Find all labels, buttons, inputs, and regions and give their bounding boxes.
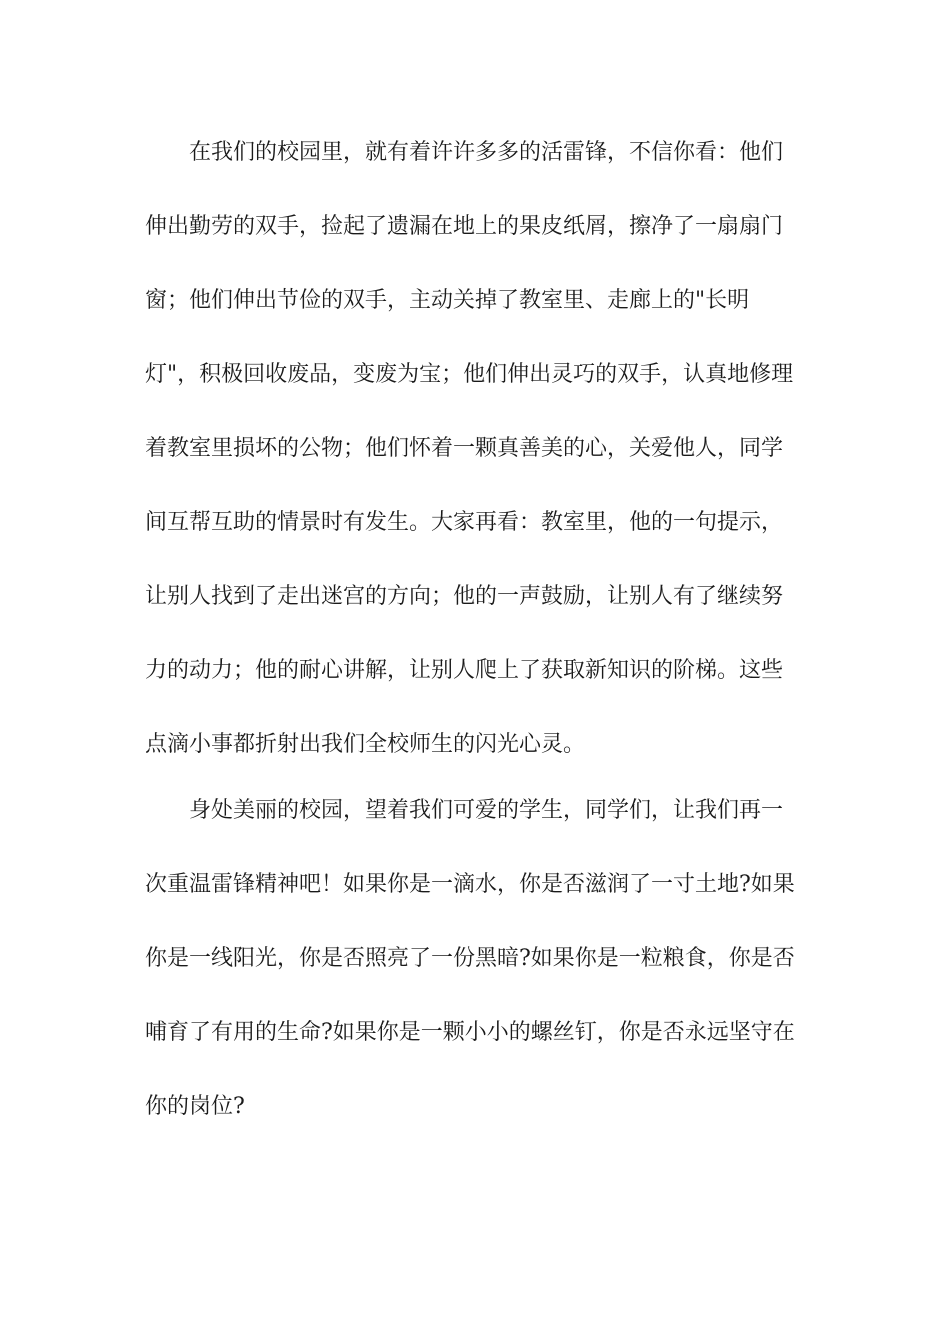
- paragraph-line: 哺育了有用的生命?如果你是一颗小小的螺丝钉，你是否永远坚守在: [145, 1020, 795, 1045]
- paragraph-line: 伸出勤劳的双手，捡起了遗漏在地上的果皮纸屑，擦净了一扇扇门: [145, 214, 784, 239]
- paragraph-line: 你的岗位?: [145, 1094, 245, 1119]
- paragraph-line: 着教室里损坏的公物；他们怀着一颗真善美的心，关爱他人，同学: [145, 436, 784, 461]
- paragraph-line: 力的动力；他的耐心讲解，让别人爬上了获取新知识的阶梯。这些: [145, 658, 784, 683]
- paragraph-line: 你是一线阳光，你是否照亮了一份黑暗?如果你是一粒粮食，你是否: [145, 946, 795, 971]
- paragraph-line: 间互帮互助的情景时有发生。大家再看：教室里，他的一句提示，: [145, 510, 784, 535]
- paragraph-line: 在我们的校园里，就有着许许多多的活雷锋，不信你看：他们: [189, 140, 784, 165]
- paragraph-line: 让别人找到了走出迷宫的方向；他的一声鼓励，让别人有了继续努: [145, 584, 784, 609]
- paragraph-line: 灯"，积极回收废品，变废为宝；他们伸出灵巧的双手，认真地修理: [145, 362, 794, 387]
- paragraph-line: 身处美丽的校园，望着我们可爱的学生，同学们，让我们再一: [189, 798, 784, 823]
- paragraph-line: 窗；他们伸出节俭的双手，主动关掉了教室里、走廊上的"长明: [145, 288, 750, 313]
- paragraph-line: 点滴小事都折射出我们全校师生的闪光心灵。: [145, 732, 586, 757]
- paragraph-line: 次重温雷锋精神吧！如果你是一滴水，你是否滋润了一寸土地?如果: [145, 872, 795, 897]
